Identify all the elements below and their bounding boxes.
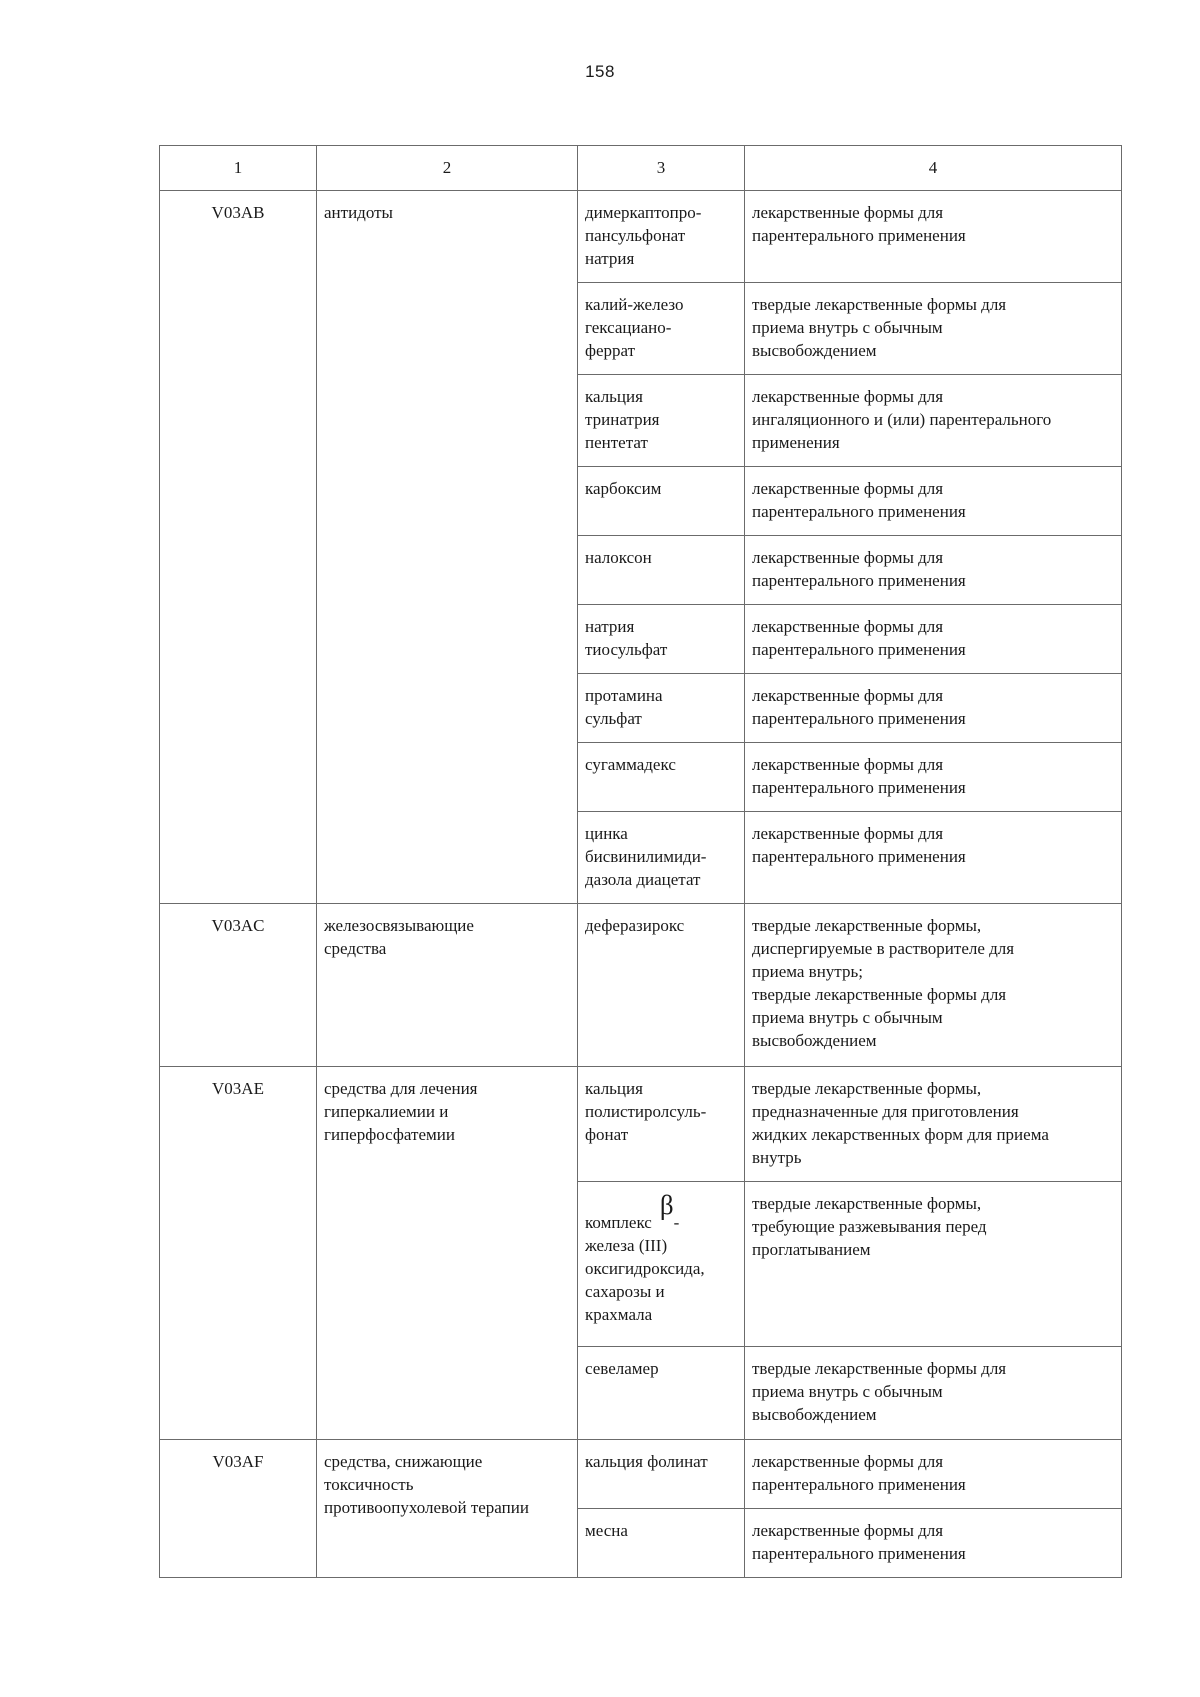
drug-name-cell: натрия тиосульфат [578, 605, 745, 674]
header-col-2: 2 [317, 146, 578, 191]
drug-name-dash: - [673, 1213, 680, 1232]
drug-name-cell: месна [578, 1509, 745, 1578]
atc-code-cell: V03AE [160, 1067, 317, 1440]
dosage-form-cell: лекарственные формы для парентерального применения [745, 605, 1122, 674]
group-name-cell: антидоты [317, 191, 578, 904]
drug-name-cell: деферазирокс [578, 904, 745, 1067]
header-col-1: 1 [160, 146, 317, 191]
drug-name-cell: димеркаптопро- пансульфонат натрия [578, 191, 745, 283]
dosage-form-cell: твердые лекарственные формы для приема внутрь с обычным высвобождением [745, 283, 1122, 375]
drug-name-cell: протамина сульфат [578, 674, 745, 743]
drug-name-cell: севеламер [578, 1347, 745, 1440]
header-col-4: 4 [745, 146, 1122, 191]
page-number: 158 [585, 62, 615, 81]
table-row [160, 1440, 1122, 1509]
dosage-form-cell: лекарственные формы для парентерального применения [745, 467, 1122, 536]
dosage-form-cell: лекарственные формы для парентерального применения [745, 743, 1122, 812]
dosage-form-cell: лекарственные формы для парентерального применения [745, 1440, 1122, 1509]
beta-symbol: β [659, 1190, 674, 1220]
group-name-cell: железосвязывающие средства [317, 904, 578, 1067]
dosage-form-cell: твердые лекарственные формы, диспергируемые в растворителе для приема внутрь; твердые лекарственные формы для приема внутрь с обычным высвобождением [745, 904, 1122, 1067]
atc-code-cell: V03AB [160, 191, 317, 904]
drug-name-cell: кальция полистиролсуль- фонат [578, 1067, 745, 1182]
drug-name-cell: сугаммадекс [578, 743, 745, 812]
drug-name-cell: калий-железо гексациано- феррат [578, 283, 745, 375]
header-row [160, 146, 1122, 191]
drug-name-cell [578, 1182, 745, 1347]
drug-name-cell: кальция тринатрия пентетат [578, 375, 745, 467]
dosage-form-cell: лекарственные формы для парентерального применения [745, 674, 1122, 743]
dosage-form-cell: лекарственные формы для парентерального применения [745, 812, 1122, 904]
atc-code-cell: V03AC [160, 904, 317, 1067]
drug-name-cell: цинка бисвинилимиди- дазола диацетат [578, 812, 745, 904]
dosage-form-cell: твердые лекарственные формы, предназначенные для приготовления жидких лекарственных форм для приема внутрь [745, 1067, 1122, 1182]
table-row [160, 904, 1122, 1067]
group-name-cell: средства, снижающие токсичность противоопухолевой терапии [317, 1440, 578, 1578]
dosage-form-cell: лекарственные формы для парентерального применения [745, 536, 1122, 605]
table-body [160, 191, 1122, 1578]
atc-code-cell: V03AF [160, 1440, 317, 1578]
drug-table [159, 145, 1122, 1578]
group-name-cell: средства для лечения гиперкалиемии и гиперфосфатемии [317, 1067, 578, 1440]
drug-name-cell: карбоксим [578, 467, 745, 536]
drug-name-cell: кальция фолинат [578, 1440, 745, 1509]
dosage-form-cell: лекарственные формы для парентерального применения [745, 1509, 1122, 1578]
table-row [160, 191, 1122, 283]
drug-name-suffix: железа (III) оксигидроксида, сахарозы и крахмала [585, 1236, 705, 1324]
dosage-form-cell: лекарственные формы для ингаляционного и (или) парентерального применения [745, 375, 1122, 467]
drug-name-prefix: комплекс [585, 1213, 652, 1232]
drug-name-cell: налоксон [578, 536, 745, 605]
dosage-form-cell: лекарственные формы для парентерального применения [745, 191, 1122, 283]
header-col-3: 3 [578, 146, 745, 191]
dosage-form-cell: твердые лекарственные формы, требующие разжевывания перед проглатыванием [745, 1182, 1122, 1347]
table-row [160, 1067, 1122, 1182]
dosage-form-cell: твердые лекарственные формы для приема внутрь с обычным высвобождением [745, 1347, 1122, 1440]
